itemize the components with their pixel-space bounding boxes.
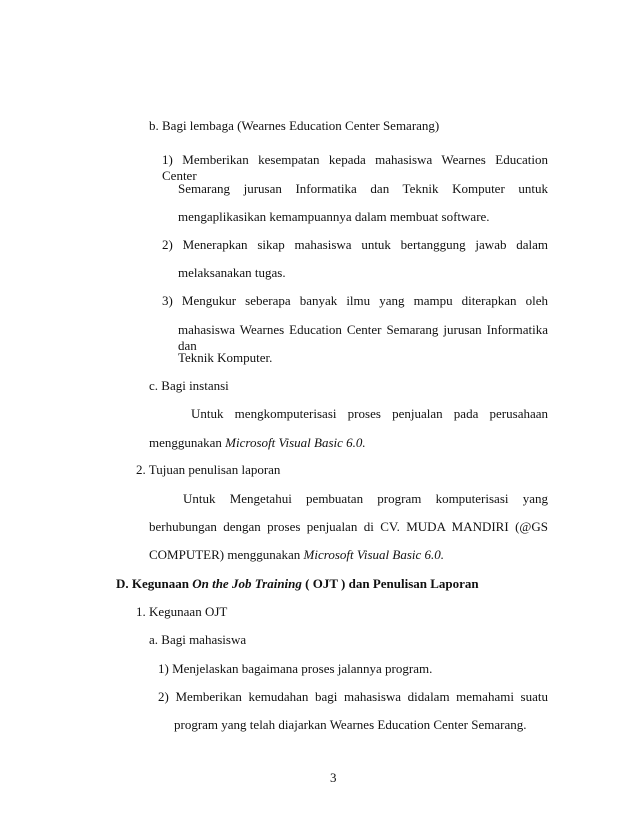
item-d1a2-line2: program yang telah diajarkan Wearnes Education Center Semarang.	[174, 717, 527, 732]
page-number: 3	[330, 770, 337, 785]
section-c-line2-italic: Microsoft Visual Basic 6.0.	[225, 435, 366, 450]
item-b1-line1: 1) Memberikan kesempatan kepada mahasiswa Wearnes Education Center	[162, 152, 548, 183]
item-b1-line2: Semarang jurusan Informatika dan Teknik Komputer untuk	[178, 181, 548, 196]
section-c-line1: Untuk mengkomputerisasi proses penjualan pada perusahaan	[191, 406, 548, 421]
section-2-line3-italic: Microsoft Visual Basic 6.0.	[303, 547, 445, 562]
section-2-line1: Untuk Mengetahui pembuatan program komputerisasi yang	[183, 491, 548, 506]
item-d1a1: 1) Menjelaskan bagaimana proses jalannya program.	[158, 661, 433, 676]
item-b3-line1: 3) Mengukur seberapa banyak ilmu yang mampu diterapkan oleh	[162, 293, 548, 308]
section-d-heading-italic: On the Job Training	[192, 576, 302, 591]
section-b-heading: b. Bagi lembaga (Wearnes Education Center Semarang)	[149, 118, 440, 133]
item-b3-line3: Teknik Komputer.	[178, 350, 273, 365]
section-c-line2	[149, 435, 366, 451]
section-d-heading-suffix: ( OJT ) dan Penulisan Laporan	[301, 576, 479, 591]
item-b1-line3: mengaplikasikan kemampuannya dalam membuat software.	[178, 209, 490, 224]
section-d-heading	[116, 576, 479, 592]
section-2-line3	[149, 547, 444, 563]
section-d1-heading: 1. Kegunaan OJT	[136, 604, 228, 619]
item-d1a2-line1: 2) Memberikan kemudahan bagi mahasiswa didalam memahami suatu	[158, 689, 548, 704]
section-d1a-heading: a. Bagi mahasiswa	[149, 632, 247, 647]
section-2-line2: berhubungan dengan proses penjualan di CV. MUDA MANDIRI (@GS	[149, 519, 548, 534]
section-d-heading-prefix: D. Kegunaan	[116, 576, 193, 591]
section-2-heading: 2. Tujuan penulisan laporan	[136, 462, 281, 477]
item-b2-line1: 2) Menerapkan sikap mahasiswa untuk bertanggung jawab dalam	[162, 237, 548, 252]
section-2-line3-text: COMPUTER) menggunakan	[149, 547, 304, 562]
item-b2-line2: melaksanakan tugas.	[178, 265, 286, 280]
section-c-line2-text: menggunakan	[149, 435, 226, 450]
item-b3-line2: mahasiswa Wearnes Education Center Semarang jurusan Informatika dan	[178, 322, 548, 353]
section-c-heading: c. Bagi instansi	[149, 378, 229, 393]
